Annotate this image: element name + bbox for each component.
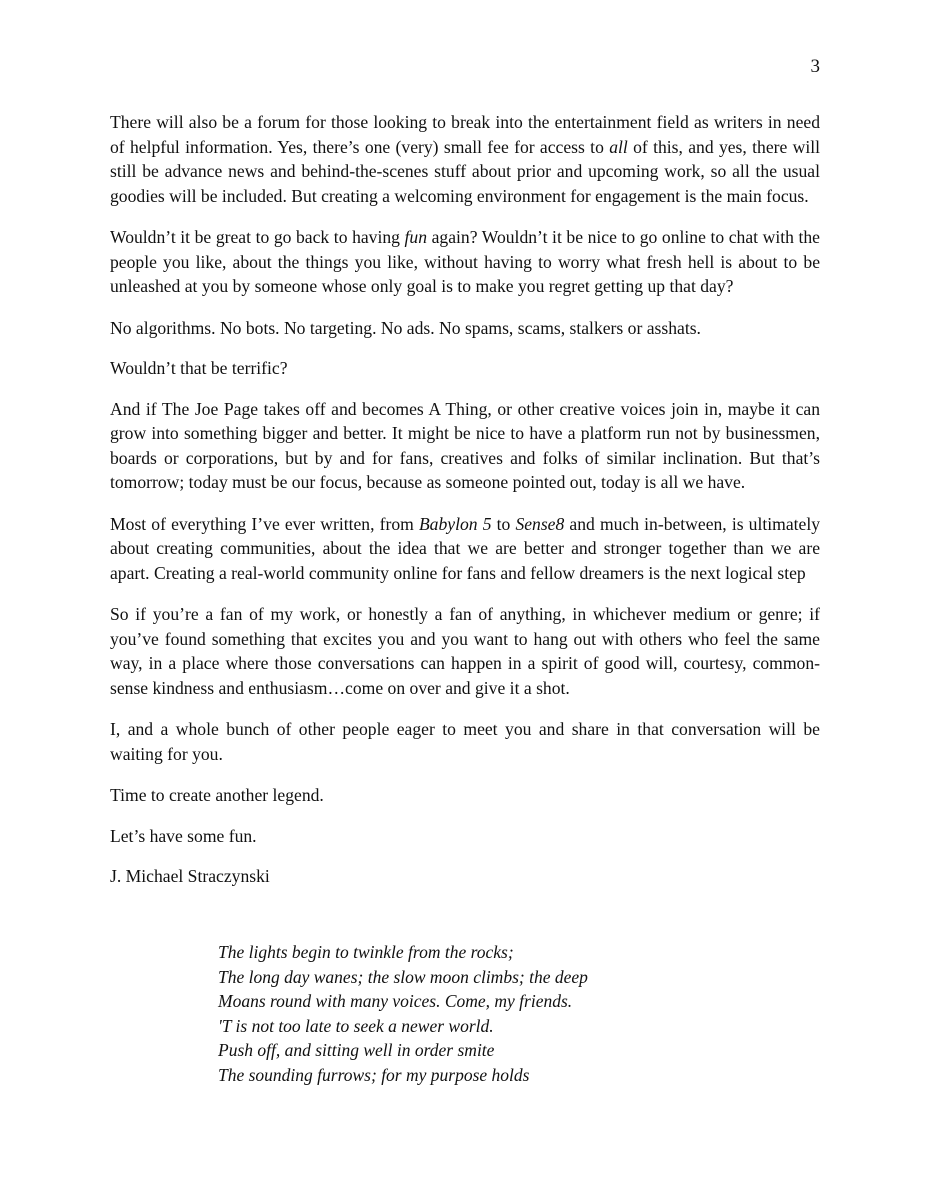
paragraph-communities-sense8: Sense8 xyxy=(515,513,565,534)
paragraph-forum-text-end: of this, and yes, there will still be advance news and behind-the-scenes stuff about prior and upcoming work, so all the usual goodies will be included. But creating a welcoming environment for engagement is the main focus. xyxy=(110,136,820,206)
paragraph-communities xyxy=(110,512,820,586)
signature: J. Michael Straczynski xyxy=(110,866,270,886)
paragraph-terrific: Wouldn’t that be terrific? xyxy=(110,358,288,378)
poem-quote xyxy=(218,940,588,1087)
paragraph-fun-emphasis: fun xyxy=(404,227,428,247)
paragraph-forum-emphasis: all xyxy=(609,136,628,157)
paragraph-communities-text-mid: to xyxy=(491,513,516,534)
poem-line: The lights begin to twinkle from the rocks; xyxy=(218,942,514,962)
paragraph-fun-text-end: again? Wouldn’t it be nice to go online to chat with the people you like, about the things you like, without having to worry what fresh hell is about to be unleashed at you by someone whose only goal is to make you regret getting up that day? xyxy=(110,227,820,296)
paragraph-fun-closing: Let’s have some fun. xyxy=(110,825,257,846)
paragraph-communities-text-start: Most of everything I’ve ever written, from xyxy=(110,513,419,534)
paragraph-communities-babylon5: Babylon 5 xyxy=(418,513,492,534)
paragraph-joe-page: And if The Joe Page takes off and becomes A Thing, or other creative voices join in, maybe it can grow into something bigger and better. It might be nice to have a platform run not by businessmen, boards or corporations, but by and for fans, creatives and folks of similar inclination. But that’s tomorrow; today must be our focus, because as someone pointed out, today is all we have. xyxy=(110,398,820,492)
poem-line: The sounding furrows; for my purpose holds xyxy=(218,1064,530,1085)
poem-line: The long day wanes; the slow moon climbs; the deep xyxy=(218,966,588,987)
paragraph-forum xyxy=(110,110,820,208)
paragraph-legend: Time to create another legend. xyxy=(110,785,324,805)
poem-line: Moans round with many voices. Come, my friends. xyxy=(218,991,573,1011)
paragraph-fun xyxy=(110,225,820,299)
poem-line: 'T is not too late to seek a newer world. xyxy=(218,1015,494,1036)
paragraph-fun-text-start: Wouldn’t it be great to go back to having xyxy=(110,227,405,247)
paragraph-waiting: I, and a whole bunch of other people eager to meet you and share in that conversation will be waiting for you. xyxy=(110,719,820,764)
page-number: 3 xyxy=(810,56,820,77)
letter-body xyxy=(110,110,820,905)
paragraph-communities-text-end: and much in-between, is ultimately about creating communities, about the idea that we are better and stronger together than we are apart. Creating a real-world community online for fans and fellow dreamers is the next logical step xyxy=(110,513,821,583)
paragraph-no-algorithms: No algorithms. No bots. No targeting. No ads. No spams, scams, stalkers or asshats. xyxy=(110,317,701,338)
poem-line: Push off, and sitting well in order smite xyxy=(218,1040,495,1060)
paragraph-invitation: So if you’re a fan of my work, or honestly a fan of anything, in whichever medium or genre; if you’ve found something that excites you and you want to hang out with others who feel the same way, in a place where those conversations can happen in a spirit of good will, courtesy, common-sense kindness and enthusiasm…come on over and give it a shot. xyxy=(110,604,820,698)
paragraph-forum-text: There will also be a forum for those looking to break into the entertainment field as writers in need of helpful information. Yes, there’s one (very) small fee for access to xyxy=(110,112,820,157)
